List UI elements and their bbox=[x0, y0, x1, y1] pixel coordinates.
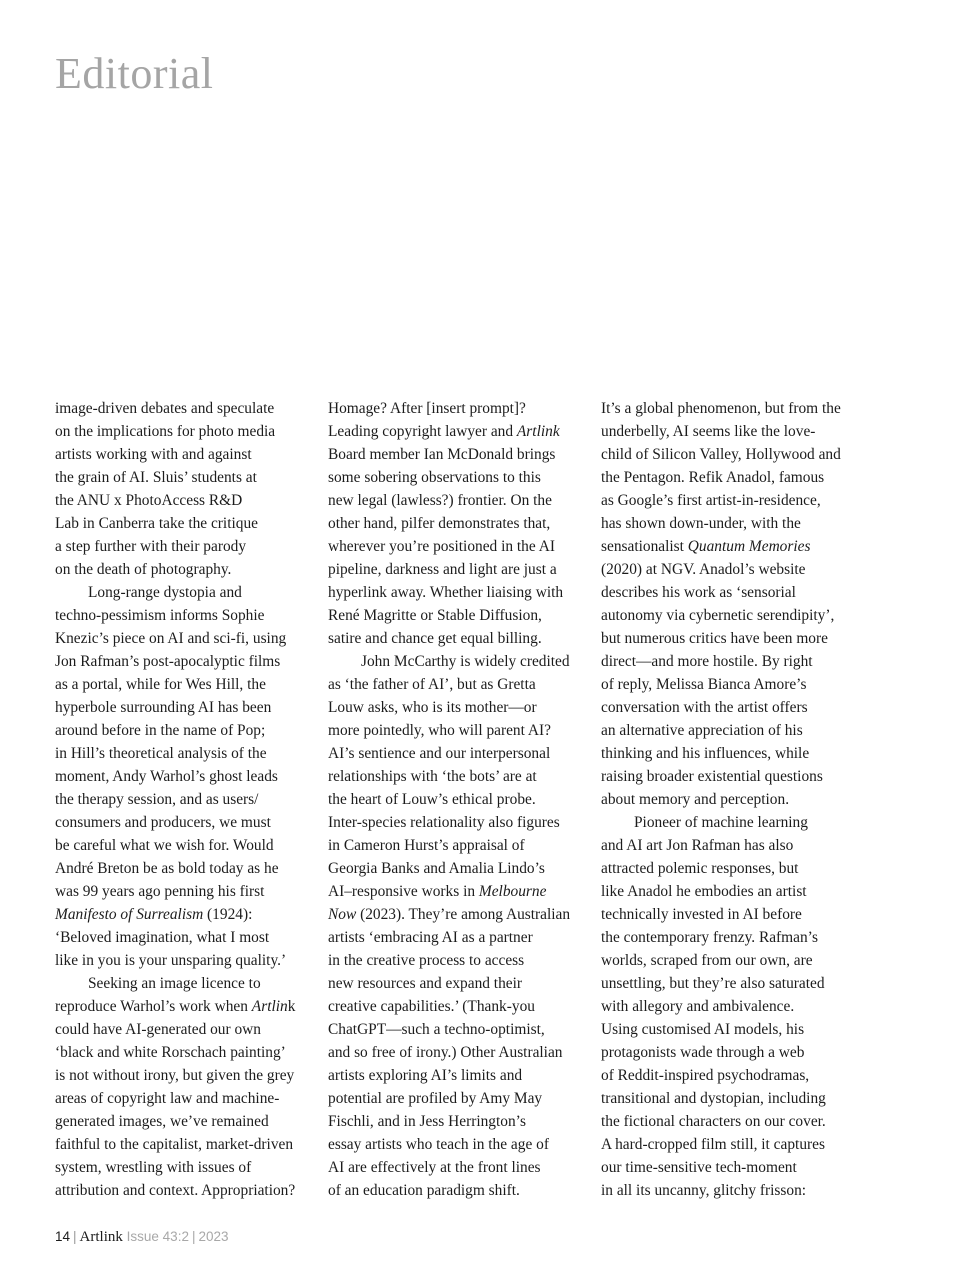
text-line bbox=[328, 788, 586, 811]
text-line bbox=[55, 535, 313, 558]
text-line bbox=[328, 926, 586, 949]
text-line bbox=[55, 742, 313, 765]
italic-title: Artlink bbox=[516, 423, 560, 440]
text-run: in the creative process to access bbox=[328, 952, 525, 969]
text-run: as ‘the father of AI’, but as Gretta bbox=[328, 676, 536, 693]
text-line bbox=[55, 1133, 313, 1156]
text-run: (1924): bbox=[203, 906, 253, 923]
italic-title: Now bbox=[328, 906, 357, 923]
text-run: could have AI-generated our own bbox=[55, 1021, 261, 1038]
text-line bbox=[601, 696, 859, 719]
text-run: has shown down-under, with the bbox=[601, 515, 801, 532]
text-run: our time-sensitive tech-moment bbox=[601, 1159, 797, 1176]
text-run: child of Silicon Valley, Hollywood and bbox=[601, 446, 841, 463]
text-line bbox=[601, 650, 859, 673]
text-run: Knezic’s piece on AI and sci-fi, using bbox=[55, 630, 287, 647]
text-run: on the death of photography. bbox=[55, 561, 232, 578]
text-run: as a portal, while for Wes Hill, the bbox=[55, 676, 266, 693]
footer-separator: | bbox=[73, 1229, 77, 1244]
text-line bbox=[55, 788, 313, 811]
text-line bbox=[55, 1110, 313, 1133]
text-line bbox=[55, 604, 313, 627]
footer-separator: | bbox=[191, 1229, 196, 1244]
text-line bbox=[55, 558, 313, 581]
text-run: thinking and his influences, while bbox=[601, 745, 810, 762]
magazine-name: Artlink bbox=[79, 1229, 123, 1245]
italic-title: Artlin bbox=[251, 998, 288, 1015]
text-line bbox=[328, 880, 586, 903]
text-line bbox=[601, 1156, 859, 1179]
text-run: wherever you’re positioned in the AI bbox=[328, 538, 555, 555]
text-run: the grain of AI. Sluis’ students at bbox=[55, 469, 257, 486]
text-run: as Google’s first artist-in-residence, bbox=[601, 492, 821, 509]
text-line bbox=[601, 857, 859, 880]
text-line bbox=[55, 949, 313, 972]
text-run: Pioneer of machine learning bbox=[634, 814, 808, 831]
text-line bbox=[328, 397, 586, 420]
text-line bbox=[55, 995, 313, 1018]
text-line bbox=[328, 673, 586, 696]
text-line bbox=[601, 1179, 859, 1202]
text-run: sensationalist bbox=[601, 538, 688, 555]
text-line bbox=[601, 880, 859, 903]
text-line bbox=[328, 466, 586, 489]
text-line bbox=[328, 903, 586, 926]
text-run: and so free of irony.) Other Australian bbox=[328, 1044, 563, 1061]
text-run: potential are profiled by Amy May bbox=[328, 1090, 543, 1107]
text-line bbox=[601, 627, 859, 650]
text-run: Fischli, and in Jess Herrington’s bbox=[328, 1113, 526, 1130]
text-run: A hard-cropped film still, it captures bbox=[601, 1136, 825, 1153]
text-run: technically invested in AI before bbox=[601, 906, 802, 923]
text-run: techno-pessimism informs Sophie bbox=[55, 607, 265, 624]
text-run: artists ‘embracing AI as a partner bbox=[328, 929, 533, 946]
text-run: in all its uncanny, glitchy frisson: bbox=[601, 1182, 807, 1199]
text-line bbox=[601, 604, 859, 627]
text-run: on the implications for photo media bbox=[55, 423, 276, 440]
text-run: new resources and expand their bbox=[328, 975, 523, 992]
issue-number: Issue 43:2 bbox=[126, 1229, 189, 1244]
text-run: be careful what we wish for. Would bbox=[55, 837, 274, 854]
text-run: of reply, Melissa Bianca Amore’s bbox=[601, 676, 807, 693]
text-run: moment, Andy Warhol’s ghost leads bbox=[55, 768, 278, 785]
text-run: Jon Rafman’s post-apocalyptic films bbox=[55, 653, 281, 670]
text-run: Seeking an image licence to bbox=[88, 975, 261, 992]
text-line bbox=[328, 627, 586, 650]
text-run: in Hill’s theoretical analysis of the bbox=[55, 745, 267, 762]
text-run: protagonists wade through a web bbox=[601, 1044, 805, 1061]
page-number: 14 bbox=[55, 1229, 71, 1244]
text-run: underbelly, AI seems like the love- bbox=[601, 423, 816, 440]
text-line bbox=[328, 1041, 586, 1064]
text-run: was 99 years ago penning his first bbox=[55, 883, 265, 900]
text-run: the therapy session, and as users/ bbox=[55, 791, 259, 808]
text-line bbox=[328, 581, 586, 604]
text-line bbox=[328, 443, 586, 466]
text-run: some sobering observations to this bbox=[328, 469, 541, 486]
text-line bbox=[328, 535, 586, 558]
text-line bbox=[55, 972, 313, 995]
text-line bbox=[55, 627, 313, 650]
text-run: the heart of Louw’s ethical probe. bbox=[328, 791, 536, 808]
text-line bbox=[328, 1156, 586, 1179]
text-run: Using customised AI models, his bbox=[601, 1021, 805, 1038]
text-line bbox=[328, 995, 586, 1018]
text-run: Inter-species relationality also figures bbox=[328, 814, 560, 831]
text-line bbox=[601, 420, 859, 443]
text-run: attracted polemic responses, but bbox=[601, 860, 799, 877]
text-run: John McCarthy is widely credited bbox=[361, 653, 570, 670]
text-run: k bbox=[287, 998, 296, 1015]
text-run: but numerous critics have been more bbox=[601, 630, 828, 647]
text-run: in Cameron Hurst’s appraisal of bbox=[328, 837, 525, 854]
text-run: describes his work as ‘sensorial bbox=[601, 584, 796, 601]
text-column-3 bbox=[601, 397, 859, 1202]
text-column-2 bbox=[328, 397, 586, 1202]
text-run: AI are effectively at the front lines bbox=[328, 1159, 541, 1176]
text-run: transitional and dystopian, including bbox=[601, 1090, 826, 1107]
text-line bbox=[601, 1133, 859, 1156]
text-run: and AI art Jon Rafman has also bbox=[601, 837, 794, 854]
text-line bbox=[55, 926, 313, 949]
text-run: direct—and more hostile. By right bbox=[601, 653, 813, 670]
text-run: worlds, scraped from our own, are bbox=[601, 952, 813, 969]
text-line bbox=[55, 1087, 313, 1110]
text-run: ChatGPT—such a techno-optimist, bbox=[328, 1021, 545, 1038]
text-run: ‘Beloved imagination, what I most bbox=[55, 929, 270, 946]
text-run: Long-range dystopia and bbox=[88, 584, 242, 601]
text-line bbox=[328, 719, 586, 742]
text-line bbox=[55, 512, 313, 535]
text-line bbox=[328, 1110, 586, 1133]
text-run: reproduce Warhol’s work when bbox=[55, 998, 252, 1015]
text-line bbox=[601, 719, 859, 742]
text-run: the ANU x PhotoAccess R&D bbox=[55, 492, 243, 509]
text-line bbox=[55, 719, 313, 742]
text-run: other hand, pilfer demonstrates that, bbox=[328, 515, 551, 532]
text-line bbox=[328, 1087, 586, 1110]
text-line bbox=[55, 834, 313, 857]
text-line bbox=[328, 512, 586, 535]
text-run: a step further with their parody bbox=[55, 538, 247, 555]
text-run: Georgia Banks and Amalia Lindo’s bbox=[328, 860, 545, 877]
text-line bbox=[601, 834, 859, 857]
text-run: Louw asks, who is its mother—or bbox=[328, 699, 537, 716]
text-run: raising broader existential questions bbox=[601, 768, 823, 785]
text-run: Lab in Canberra take the critique bbox=[55, 515, 258, 532]
text-line bbox=[328, 489, 586, 512]
text-run: the fictional characters on our cover. bbox=[601, 1113, 826, 1130]
text-line bbox=[328, 696, 586, 719]
text-line bbox=[55, 857, 313, 880]
text-line bbox=[601, 581, 859, 604]
text-run: around before in the name of Pop; bbox=[55, 722, 266, 739]
text-line bbox=[601, 742, 859, 765]
text-run: artists exploring AI’s limits and bbox=[328, 1067, 523, 1084]
text-column-1 bbox=[55, 397, 313, 1202]
text-line bbox=[601, 1087, 859, 1110]
text-line bbox=[601, 926, 859, 949]
text-run: AI–responsive works in bbox=[328, 883, 479, 900]
text-line bbox=[55, 1041, 313, 1064]
text-line bbox=[601, 535, 859, 558]
text-run: an alternative appreciation of his bbox=[601, 722, 803, 739]
text-line bbox=[601, 1064, 859, 1087]
text-run: system, wrestling with issues of bbox=[55, 1159, 252, 1176]
text-line bbox=[601, 995, 859, 1018]
text-line bbox=[328, 558, 586, 581]
text-run: is not without irony, but given the grey bbox=[55, 1067, 295, 1084]
page-footer bbox=[55, 1229, 229, 1246]
text-run: areas of copyright law and machine- bbox=[55, 1090, 280, 1107]
text-run: Leading copyright lawyer and bbox=[328, 423, 517, 440]
text-line bbox=[328, 420, 586, 443]
text-line bbox=[601, 811, 859, 834]
italic-title: Quantum Memories bbox=[687, 538, 811, 555]
text-line bbox=[55, 765, 313, 788]
issue-year: 2023 bbox=[198, 1229, 229, 1244]
text-run: essay artists who teach in the age of bbox=[328, 1136, 549, 1153]
text-run: André Breton be as bold today as he bbox=[55, 860, 279, 877]
text-line bbox=[55, 581, 313, 604]
text-run: AI’s sentience and our interpersonal bbox=[328, 745, 551, 762]
text-line bbox=[55, 420, 313, 443]
text-line bbox=[601, 397, 859, 420]
text-line bbox=[55, 880, 313, 903]
text-run: autonomy via cybernetic serendipity’, bbox=[601, 607, 835, 624]
text-line bbox=[55, 673, 313, 696]
text-line bbox=[601, 673, 859, 696]
text-line bbox=[328, 834, 586, 857]
text-run: René Magritte or Stable Diffusion, bbox=[328, 607, 542, 624]
text-run: (2020) at NGV. Anadol’s website bbox=[601, 561, 806, 578]
text-run: like in you is your unsparing quality.’ bbox=[55, 952, 287, 969]
text-line bbox=[55, 1156, 313, 1179]
text-line bbox=[601, 466, 859, 489]
text-line bbox=[328, 765, 586, 788]
text-line bbox=[601, 443, 859, 466]
text-line bbox=[55, 397, 313, 420]
text-line bbox=[328, 604, 586, 627]
text-line bbox=[55, 650, 313, 673]
text-line bbox=[601, 903, 859, 926]
text-line bbox=[601, 765, 859, 788]
text-run: consumers and producers, we must bbox=[55, 814, 271, 831]
text-run: more pointedly, who will parent AI? bbox=[328, 722, 551, 739]
text-line bbox=[55, 696, 313, 719]
text-line bbox=[55, 1018, 313, 1041]
text-run: satire and chance get equal billing. bbox=[328, 630, 542, 647]
text-line bbox=[601, 972, 859, 995]
text-run: generated images, we’ve remained bbox=[55, 1113, 269, 1130]
italic-title: Melbourne bbox=[478, 883, 547, 900]
text-run: hyperbole surrounding AI has been bbox=[55, 699, 272, 716]
text-run: ‘black and white Rorschach painting’ bbox=[55, 1044, 286, 1061]
text-line bbox=[55, 903, 313, 926]
text-line bbox=[328, 949, 586, 972]
text-line bbox=[328, 857, 586, 880]
text-line bbox=[601, 788, 859, 811]
text-run: creative capabilities.’ (Thank-you bbox=[328, 998, 535, 1015]
text-run: artists working with and against bbox=[55, 446, 252, 463]
text-run: relationships with ‘the bots’ are at bbox=[328, 768, 537, 785]
text-line bbox=[328, 1064, 586, 1087]
text-run: hyperlink away. Whether liaising with bbox=[328, 584, 564, 601]
text-line bbox=[601, 512, 859, 535]
text-run: like Anadol he embodies an artist bbox=[601, 883, 807, 900]
text-line bbox=[328, 972, 586, 995]
text-line bbox=[328, 1179, 586, 1202]
text-line bbox=[601, 489, 859, 512]
text-run: unsettling, but they’re also saturated bbox=[601, 975, 825, 992]
text-run: of Reddit-inspired psychodramas, bbox=[601, 1067, 810, 1084]
text-run: (2023). They’re among Australian bbox=[356, 906, 571, 923]
text-line bbox=[328, 650, 586, 673]
text-line bbox=[55, 466, 313, 489]
italic-title: Manifesto of Surrealism bbox=[55, 906, 204, 923]
text-line bbox=[328, 1133, 586, 1156]
text-run: It’s a global phenomenon, but from the bbox=[601, 400, 841, 417]
text-run: Board member Ian McDonald brings bbox=[328, 446, 556, 463]
text-line bbox=[55, 1179, 313, 1202]
text-run: the Pentagon. Refik Anadol, famous bbox=[601, 469, 825, 486]
text-run: the contemporary frenzy. Rafman’s bbox=[601, 929, 818, 946]
text-line bbox=[328, 742, 586, 765]
text-run: attribution and context. Appropriation? bbox=[55, 1182, 296, 1199]
text-line bbox=[328, 1018, 586, 1041]
text-run: pipeline, darkness and light are just a bbox=[328, 561, 557, 578]
text-run: of an education paradigm shift. bbox=[328, 1182, 520, 1199]
text-run: faithful to the capitalist, market-driven bbox=[55, 1136, 294, 1153]
text-line bbox=[55, 1064, 313, 1087]
text-line bbox=[601, 949, 859, 972]
text-run: image-driven debates and speculate bbox=[55, 400, 275, 417]
text-run: conversation with the artist offers bbox=[601, 699, 808, 716]
text-run: Homage? After [insert prompt]? bbox=[328, 400, 526, 417]
text-line bbox=[601, 1041, 859, 1064]
text-line bbox=[601, 1110, 859, 1133]
text-line bbox=[55, 811, 313, 834]
text-line bbox=[601, 1018, 859, 1041]
text-run: new legal (lawless?) frontier. On the bbox=[328, 492, 552, 509]
text-line bbox=[601, 558, 859, 581]
text-line bbox=[328, 811, 586, 834]
text-line bbox=[55, 443, 313, 466]
text-run: about memory and perception. bbox=[601, 791, 790, 808]
page-title: Editorial bbox=[55, 49, 214, 98]
text-run: with allegory and ambivalence. bbox=[601, 998, 795, 1015]
text-line bbox=[55, 489, 313, 512]
